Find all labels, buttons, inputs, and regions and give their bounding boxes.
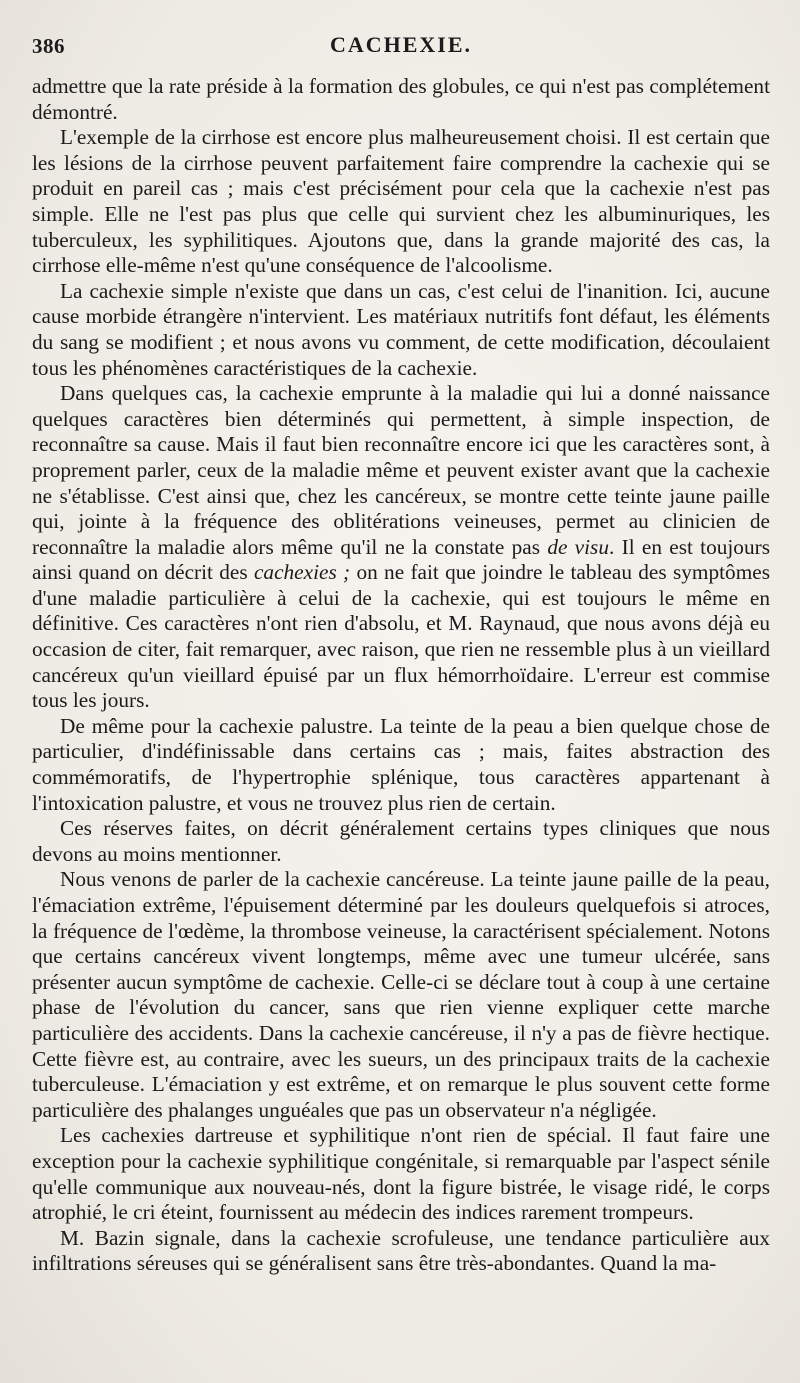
text-run: admettre que la rate préside à la formation des globules, ce qui n'est pas complétement démontré. (32, 74, 770, 124)
paragraph (32, 816, 770, 867)
text-run: De même pour la cachexie palustre. La teinte de la peau a bien quelque chose de particulier, d'indéfinissable dans certains cas ; mais, faites abstraction des commémoratifs, de l'hypertrophie splénique, tous caractères appartenant à l'intoxication palustre, et vous ne trouvez plus rien de certain. (32, 713, 770, 815)
text-run: . Il en est toujours ainsi quand on décrit des (32, 534, 770, 585)
text-run: M. Bazin signale, dans la cachexie scrofuleuse, une tendance particulière aux infiltrations séreuses qui se généralisent sans être très-abondantes. Quand la ma- (32, 1225, 770, 1276)
text-run: L'exemple de la cirrhose est encore plus malheureusement choisi. Il est certain que les lésions de la cirrhose peuvent parfaitement faire comprendre la cachexie qui se produit en pareil cas ; mais c'est précisément pour cela que la cachexie n'est pas simple. Elle ne l'est pas plus que celle qui survient chez les albuminuriques, les tuberculeux, les syphilitiques. Ajoutons que, dans la grande majorité des cas, la cirrhose elle-même n'est qu'une conséquence de l'alcoolisme. (32, 125, 770, 278)
paragraph (32, 381, 770, 714)
body-text (32, 74, 770, 1277)
text-run: Les cachexies dartreuse et syphilitique n'ont rien de spécial. Il faut faire une exception pour la cachexie syphilitique congénitale, si remarquable par l'aspect sénile qu'elle communique aux nouveau-nés, dont la figure bistrée, le visage ridé, le corps atrophié, le cri éteint, fournissent au médecin des indices rarement trompeurs. (32, 1123, 770, 1225)
text-run: Dans quelques cas, la cachexie emprunte à la maladie qui lui a donné naissance quelques caractères bien déterminés qui permettent, à simple inspection, de reconnaître sa cause. Mais il faut bien reconnaître encore ici que les caractères sont, à proprement parler, ceux de la maladie même et peuvent exister avant que la cachexie ne s'établisse. C'est ainsi que, chez les cancéreux, se montre cette teinte jaune paille qui, jointe à la fréquence des oblitérations veineuses, permet au clinicien de reconnaître la maladie alors même qu'il ne la constate pas (32, 381, 770, 559)
text-run: La cachexie simple n'existe que dans un cas, c'est celui de l'inanition. Ici, aucune cause morbide étrangère n'intervient. Les matériaux nutritifs font défaut, les éléments du sang se modifient ; et nous avons vu comment, de cette modification, découlaient tous les phénomènes caractéristiques de la cachexie. (32, 278, 770, 380)
paragraph (32, 1226, 770, 1277)
italic-phrase: de visu (547, 534, 609, 559)
paragraph (32, 125, 770, 279)
paragraph (32, 867, 770, 1123)
text-run: on ne fait que joindre le tableau des symptômes d'une maladie particulière à celui de la cachexie, qui est toujours le même en définitive. Ces caractères n'ont rien d'absolu, et M. Raynaud, que nous avons déjà eu occasion de citer, fait remarquer, avec raison, que rien ne ressemble plus à un vieillard cancéreux qu'un vieillard épuisé par un flux hémorrhoïdaire. L'erreur est commise tous les jours. (32, 560, 770, 713)
paragraph (32, 714, 770, 816)
text-run: Nous venons de parler de la cachexie cancéreuse. La teinte jaune paille de la peau, l'émaciation extrême, l'épuisement déterminé par les douleurs quelquefois si atroces, la fréquence de l'œdème, la thrombose veineuse, la caractérisent spécialement. Notons que certains cancéreux vivent longtemps, même avec une tumeur ulcérée, sans présenter aucun symptôme de cachexie. Celle-ci se déclare tout à coup à une certaine phase de l'évolution du cancer, sans que rien vienne expliquer cette marche particulière des accidents. Dans la cachexie cancéreuse, il n'y a pas de fièvre hectique. Cette fièvre est, au contraire, avec les sueurs, un des principaux traits de la cachexie tuberculeuse. L'émaciation y est extrême, et on remarque le plus souvent cette forme particulière des phalanges unguéales que pas un observateur n'a négligée. (32, 867, 770, 1122)
page-number: 386 (32, 34, 65, 58)
paragraph (32, 1123, 770, 1225)
paragraph (32, 279, 770, 381)
running-title: CACHEXIE. (329, 32, 473, 57)
running-head (32, 32, 770, 74)
paragraph (32, 74, 770, 125)
text-run: Ces réserves faites, on décrit généralement certains types cliniques que nous devons au moins mentionner. (32, 816, 770, 866)
italic-phrase: cachexies ; (253, 560, 351, 585)
